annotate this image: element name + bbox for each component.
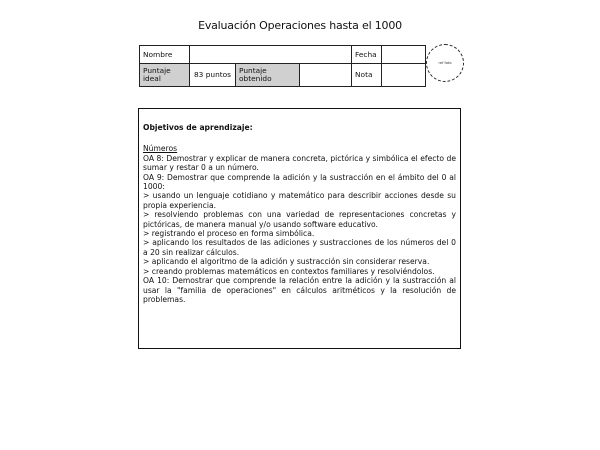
objectives-subtitle: Números — [143, 144, 178, 154]
nota-field[interactable] — [382, 64, 426, 87]
objective-line: > aplicando los resultados de las adiciones y sustracciones de los números del 0 a 20 sin realizar cálculos. — [143, 238, 456, 257]
objective-line: > registrando el proceso en forma simbólica. — [143, 229, 315, 239]
objective-line: > usando un lenguaje cotidiano y matemático para describir acciones desde su propia experiencia. — [143, 191, 456, 210]
puntaje-ideal-value: 83 puntos — [190, 64, 236, 87]
photo-stamp-placeholder — [426, 44, 464, 82]
objective-line: OA 9: Demostrar que comprende la adición y la sustracción en el ámbito del 0 al 1000: — [143, 172, 456, 192]
objective-line: > creando problemas matemáticos en contextos familiares y resolviéndolos. — [143, 266, 435, 276]
objective-line: > aplicando el algoritmo de la adición y sustracción sin considerar reserva. — [143, 257, 430, 267]
objective-line: OA 8: Demostrar y explicar de manera concreta, pictórica y simbólica el efecto de sumar y restar 0 a un número. — [143, 153, 456, 173]
objectives-box — [138, 108, 461, 349]
student-info-table — [139, 45, 426, 87]
fecha-field[interactable] — [382, 46, 426, 64]
puntaje-ideal-label: Puntaje ideal — [140, 64, 190, 87]
puntaje-obtenido-label: Puntaje obtenido — [236, 64, 300, 87]
nombre-label: Nombre — [140, 46, 190, 64]
stamp-text: ref foto — [438, 61, 452, 65]
document-title: Evaluación Operaciones hasta el 1000 — [198, 19, 402, 32]
objective-line: > resolviendo problemas con una variedad de representaciones concretas y pictóricas, de manera manual y/o usando software educativo. — [143, 210, 456, 229]
nota-label: Nota — [352, 64, 382, 87]
fecha-label: Fecha — [352, 46, 382, 64]
objectives-title: Objetivos de aprendizaje: — [143, 123, 253, 132]
nombre-field[interactable] — [190, 46, 352, 64]
puntaje-obtenido-field[interactable] — [300, 64, 352, 87]
objective-line: OA 10: Demostrar que comprende la relación entre la adición y la sustracción al usar la "familia de operaciones" en cálculos aritméticos y la resolución de problemas. — [143, 276, 456, 304]
